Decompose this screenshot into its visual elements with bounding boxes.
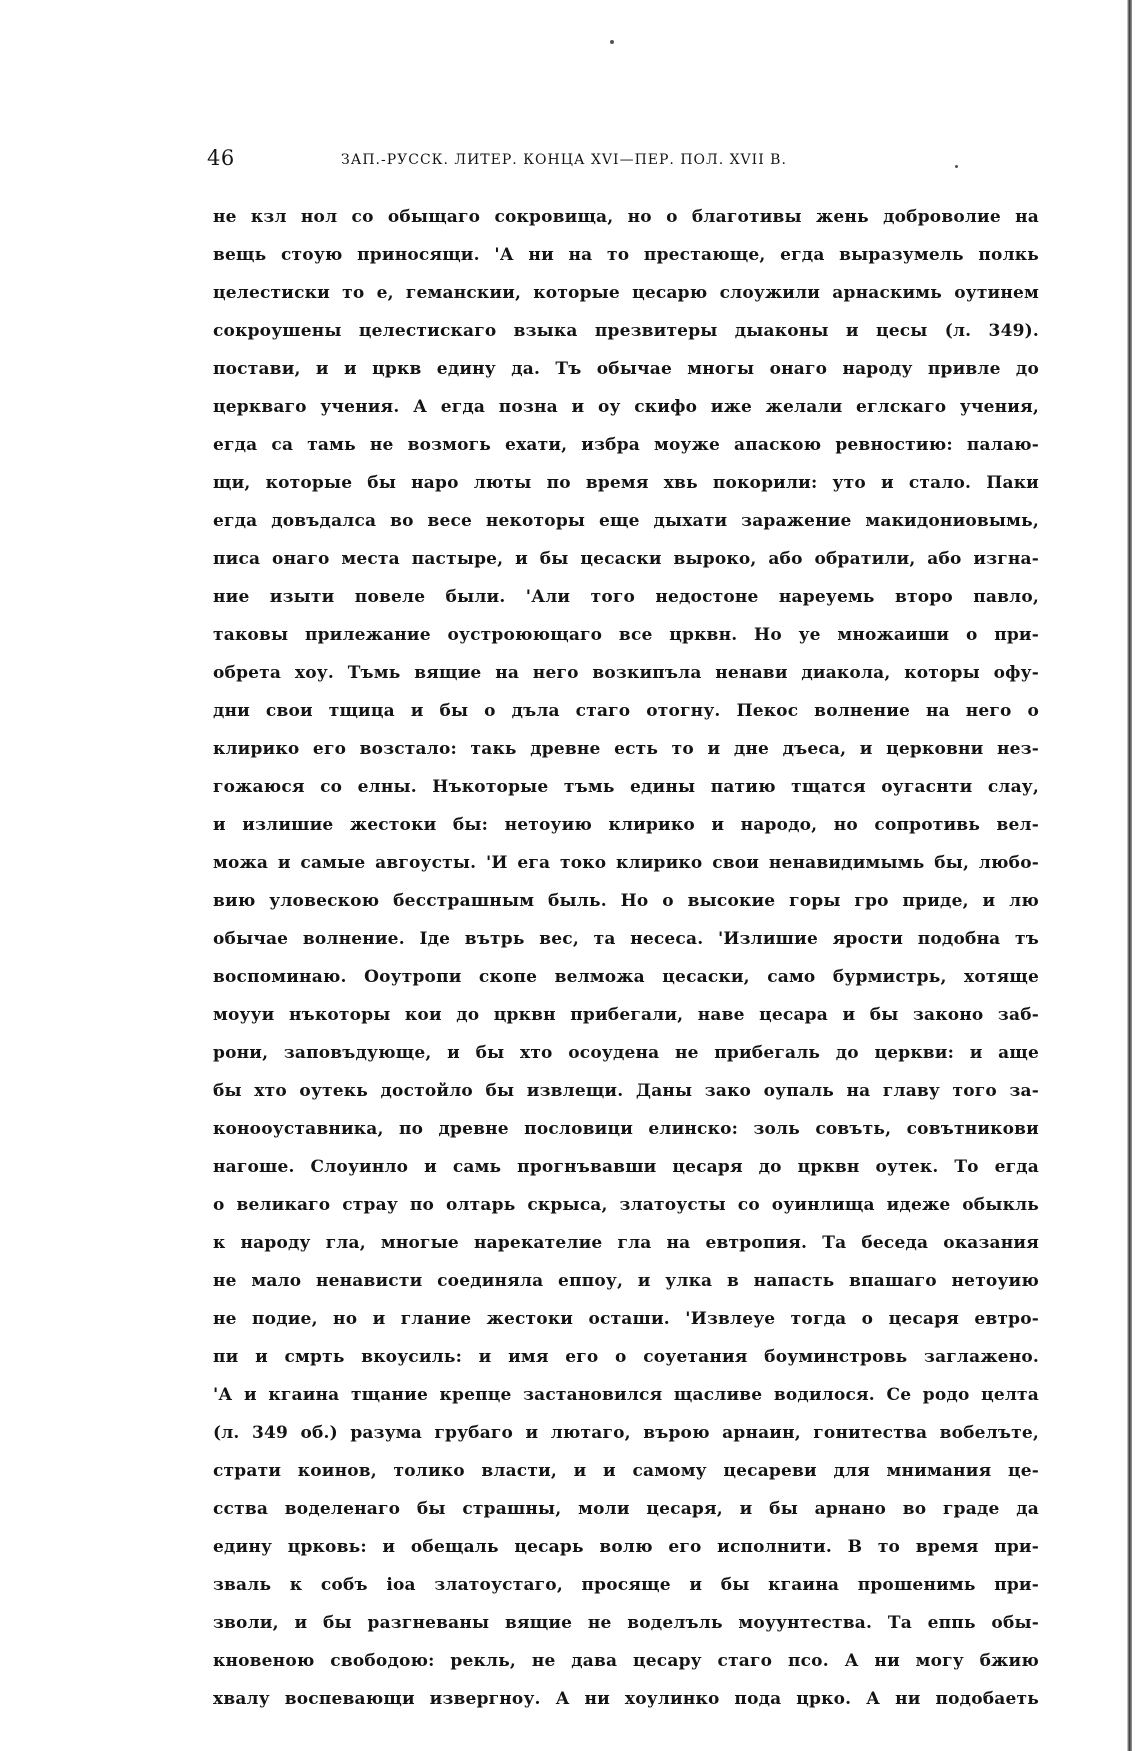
text-line: егда са тамь не возмогь ехати, избра моуже апаскою ревностию: палаю- <box>213 435 1039 455</box>
text-line: зваль к собъ іоа златоустаго, просяще и бы кгаина прошенимь при- <box>213 1575 1039 1595</box>
text-line: конооуставника, по древне пословици елинско: золь совъть, совътникови <box>213 1119 1039 1139</box>
text-line: сства воделенаго бы страшны, моли цесаря, и бы арнано во граде да <box>213 1499 1039 1519</box>
text-line: едину црковь: и обещаль цесарь волю его исполнити. В то время при- <box>213 1537 1039 1557</box>
text-line: бы хто оутекь достойло бы извлещи. Даны зако оупаль на главу того за- <box>213 1081 1039 1101</box>
text-line: сокроушены целестискаго взыка презвитеры дыаконы и цесы (л. 349). <box>213 321 1039 341</box>
text-line: обрета хоу. Тъмь вящие на него возкипъла ненави диакола, которы офу- <box>213 663 1039 683</box>
page-header <box>207 146 1057 180</box>
text-line: кновеною свободою: рекль, не дава цесару стаго псо. А ни могу бжию <box>213 1651 1039 1671</box>
text-line: щи, которые бы наро люты по время хвь покорили: уто и стало. Паки <box>213 473 1039 493</box>
text-line: не кзл нол со обыщаго сокровища, но о благотивы жень доброволие на <box>213 207 1039 227</box>
scan-page-edge <box>1127 0 1132 1751</box>
text-line: и излишие жестоки бы: нетоуию клирико и народо, но сопротивь вел- <box>213 815 1039 835</box>
text-line: писа онаго места пастыре, и бы цесаски выроко, або обратили, або изгна- <box>213 549 1039 569</box>
text-line: дни свои тщица и бы о дъла стаго отогну. Пекос волнение на него о <box>213 701 1039 721</box>
scan-speck <box>610 40 614 44</box>
text-line: гожаюся со елны. Нъкоторые тъмь едины патию тщатся оугаснти слау, <box>213 777 1039 797</box>
text-line: к народу гла, многые нарекателие гла на евтропия. Та беседа оказания <box>213 1233 1039 1253</box>
text-line: постави, и и цркв едину да. Тъ обычае многы онаго народу привле до <box>213 359 1039 379</box>
text-line: не мало ненависти соединяла еппоу, и улка в напасть впашаго нетоуию <box>213 1271 1039 1291</box>
text-line: рони, заповъдующе, и бы хто осоудена не прибегаль до церкви: и аще <box>213 1043 1039 1063</box>
text-line: ние изыти повеле были. 'Али того недостоне нареуемь второ павло, <box>213 587 1039 607</box>
text-line: вию уловескою бесстрашным быль. Но о высокие горы гро приде, и лю <box>213 891 1039 911</box>
text-line: (л. 349 об.) разума грубаго и лютаго, върою арнаин, гонитества вобелъте, <box>213 1423 1039 1443</box>
text-line: пи и смрть вкоусиль: и имя его о соуетания боуминстровь заглажено. <box>213 1347 1039 1367</box>
text-line: не подие, но и глание жестоки осташи. 'Извлеуе тогда о цесаря евтро- <box>213 1309 1039 1329</box>
text-line: нагоше. Слоуинло и самь прогнъвавши цесаря до црквн оутек. То егда <box>213 1157 1039 1177</box>
text-line: вещь стоую приносящи. 'А ни на то престающе, егда выразумель полкь <box>213 245 1039 265</box>
text-line: 'А и кгаина тщание крепце застановился щасливе водилося. Се родо целта <box>213 1385 1039 1405</box>
text-line: зволи, и бы разгневаны вящие не воделъль моуунтества. Та еппь обы- <box>213 1613 1039 1633</box>
text-line: егда довъдалса во весе некоторы еще дыхати заражение макидониовымь, <box>213 511 1039 531</box>
text-line: страти коинов, толико власти, и и самому цесареви для мнимания це- <box>213 1461 1039 1481</box>
text-line: воспоминаю. Ооутропи скопе велможа цесаски, само бурмистрь, хотяще <box>213 967 1039 987</box>
text-line: клирико его возстало: такь древне есть то и дне дъеса, и церковни нез- <box>213 739 1039 759</box>
page-number: 46 <box>207 146 235 170</box>
text-line: моууи нъкоторы кои до црквн прибегали, наве цесара и бы законо заб- <box>213 1005 1039 1025</box>
running-head: ЗАП.-РУССК. ЛИТЕР. КОНЦА XVI—ПЕР. ПОЛ. XVII В. <box>341 152 787 168</box>
text-line: церкваго учения. А егда позна и оу скифо иже желали еглскаго учения, <box>213 397 1039 417</box>
text-line: хвалу воспевающи извергноу. А ни хоулинко пода црко. А ни подобаеть <box>213 1689 1039 1709</box>
text-line: о великаго страу по олтарь скрыса, златоусты со оуинлища идеже обыкль <box>213 1195 1039 1215</box>
text-line: можа и самые авгоусты. 'И ега токо клирико свои ненавидимымь бы, любо- <box>213 853 1039 873</box>
text-line: таковы прилежание оустроюющаго все црквн. Но уе множаиши о при- <box>213 625 1039 645</box>
body-text <box>213 198 1039 1718</box>
text-line: обычае волнение. Іде вътрь вес, та несеса. 'Излишие ярости подобна тъ <box>213 929 1039 949</box>
text-line: целестиски то е, геманскии, которые цесарю слоужили арнаскимь оутинем <box>213 283 1039 303</box>
